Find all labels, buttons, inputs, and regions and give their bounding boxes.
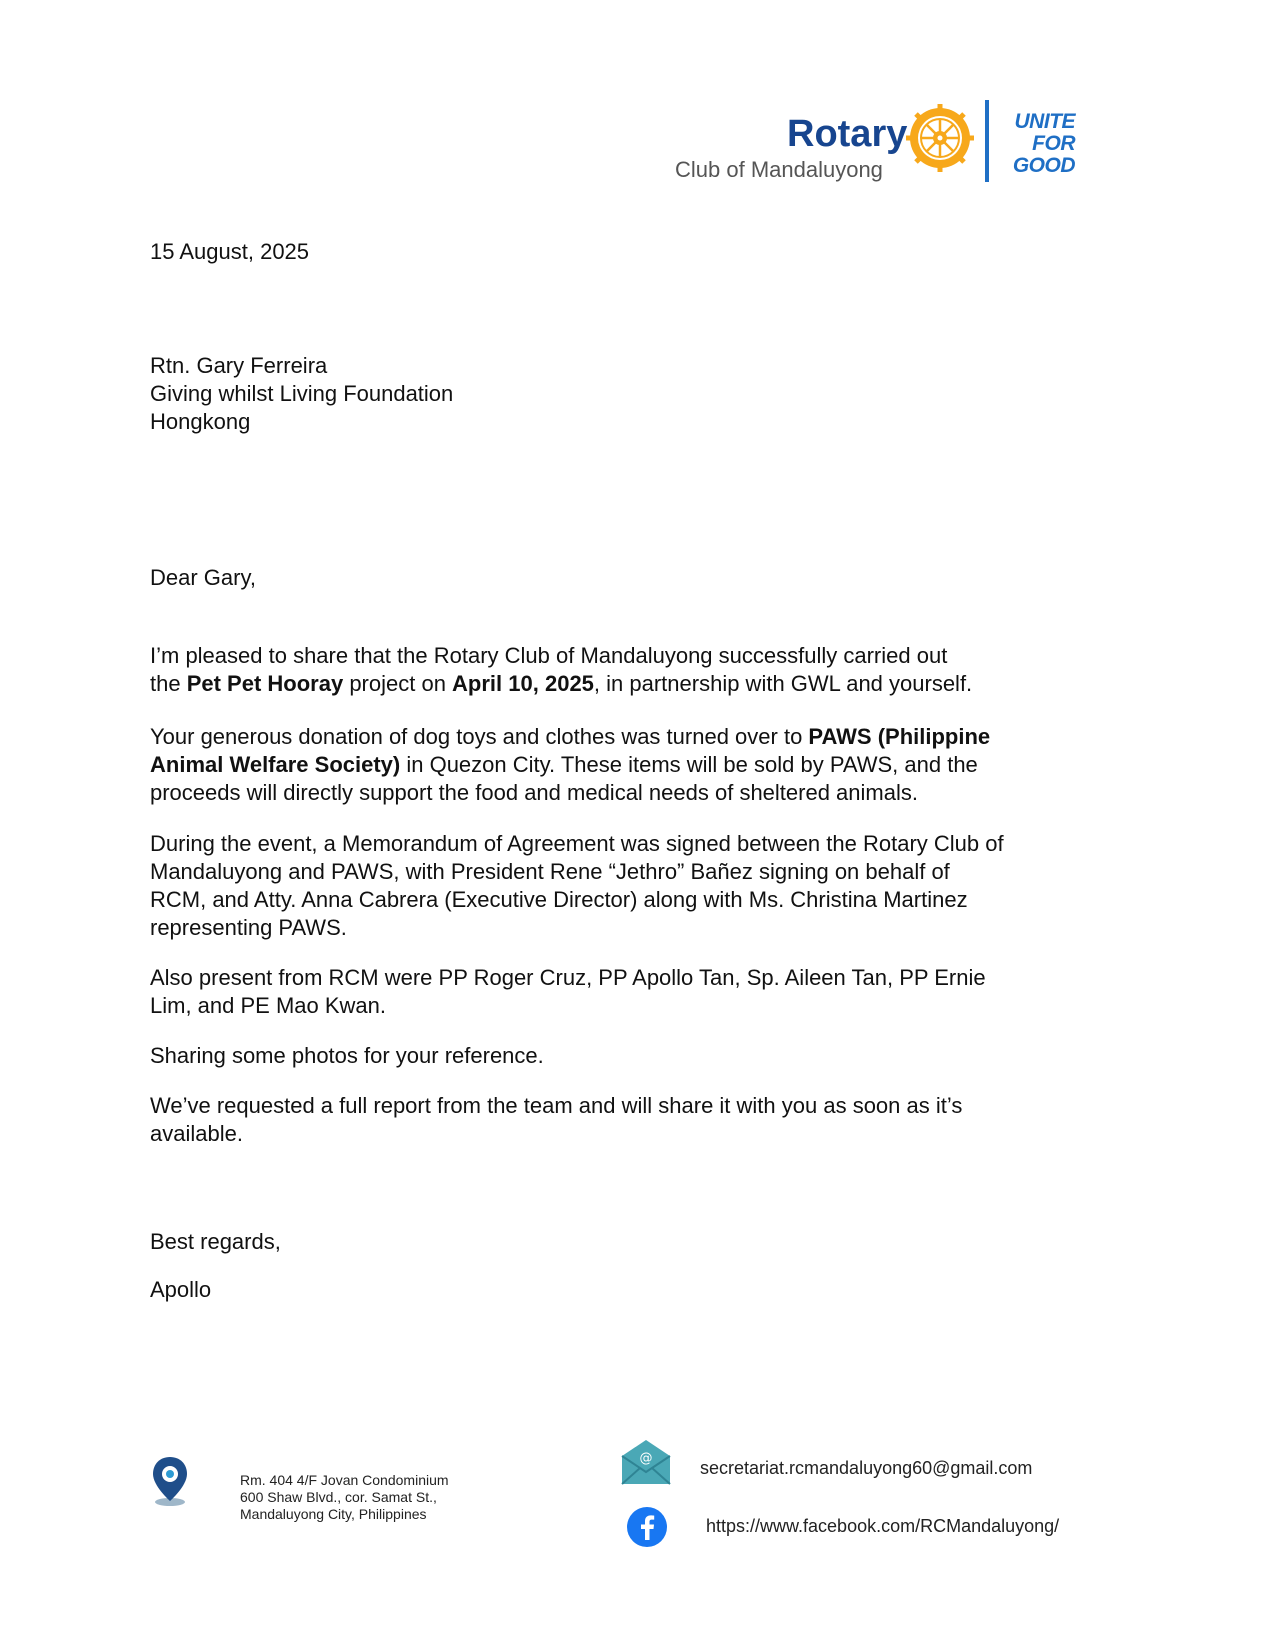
logo-tagline: UNITE FOR GOOD: [1012, 110, 1075, 177]
paragraph-6: We’ve requested a full report from the team and will share it with you as soon as it’s available.: [150, 1093, 963, 1146]
svg-text:@: @: [639, 1451, 653, 1466]
paragraph-1: I’m pleased to share that the Rotary Club of Mandaluyong successfully carried out the Pet Pet Hooray project on April 10, 2025, in partnership with GWL and yourself.: [150, 643, 973, 696]
recipient-organization: Giving whilst Living Foundation: [150, 381, 454, 406]
footer-email[interactable]: secretariat.rcmandaluyong60@gmail.com: [700, 1458, 1033, 1478]
paragraph-2: Your generous donation of dog toys and clothes was turned over to PAWS (Philippine Animal Welfare Society) in Quezon City. These items will be sold by PAWS, and the proceeds will directly support the food and medical needs of sheltered animals.: [150, 724, 991, 805]
paragraph-3: During the event, a Memorandum of Agreement was signed between the Rotary Club of Mandaluyong and PAWS, with President Rene “Jethro” Bañez signing on behalf of RCM, and Atty. Anna Cabrera (Executive Director) along with Ms. Christina Martinez representing PAWS.: [150, 831, 1004, 940]
logo-brand: Rotary: [787, 113, 908, 155]
paragraph-5: Sharing some photos for your reference.: [150, 1043, 544, 1068]
rotary-wheel-icon: [905, 103, 975, 173]
salutation: Dear Gary,: [150, 565, 256, 590]
letter-date: 15 August, 2025: [150, 239, 310, 264]
closing: Best regards,: [150, 1229, 281, 1254]
location-pin-icon: [150, 1455, 190, 1507]
facebook-icon[interactable]: [626, 1506, 668, 1548]
rotary-logo: [675, 95, 1105, 195]
recipient-location: Hongkong: [150, 409, 251, 434]
paragraph-4: Also present from RCM were PP Roger Cruz, PP Apollo Tan, Sp. Aileen Tan, PP Ernie Lim, and PE Mao Kwan.: [150, 965, 986, 1018]
logo-club-name: Club of Mandaluyong: [675, 157, 883, 182]
signature: Apollo: [150, 1277, 212, 1302]
footer-address: Rm. 404 4/F Jovan Condominium 600 Shaw Blvd., cor. Samat St., Mandaluyong City, Philippines: [240, 1472, 449, 1522]
recipient-name: Rtn. Gary Ferreira: [150, 353, 328, 378]
logo-divider: [985, 100, 989, 182]
email-envelope-icon: [620, 1438, 672, 1486]
recipient-block: [150, 352, 453, 436]
footer-facebook-link[interactable]: https://www.facebook.com/RCMandaluyong/: [706, 1516, 1060, 1536]
